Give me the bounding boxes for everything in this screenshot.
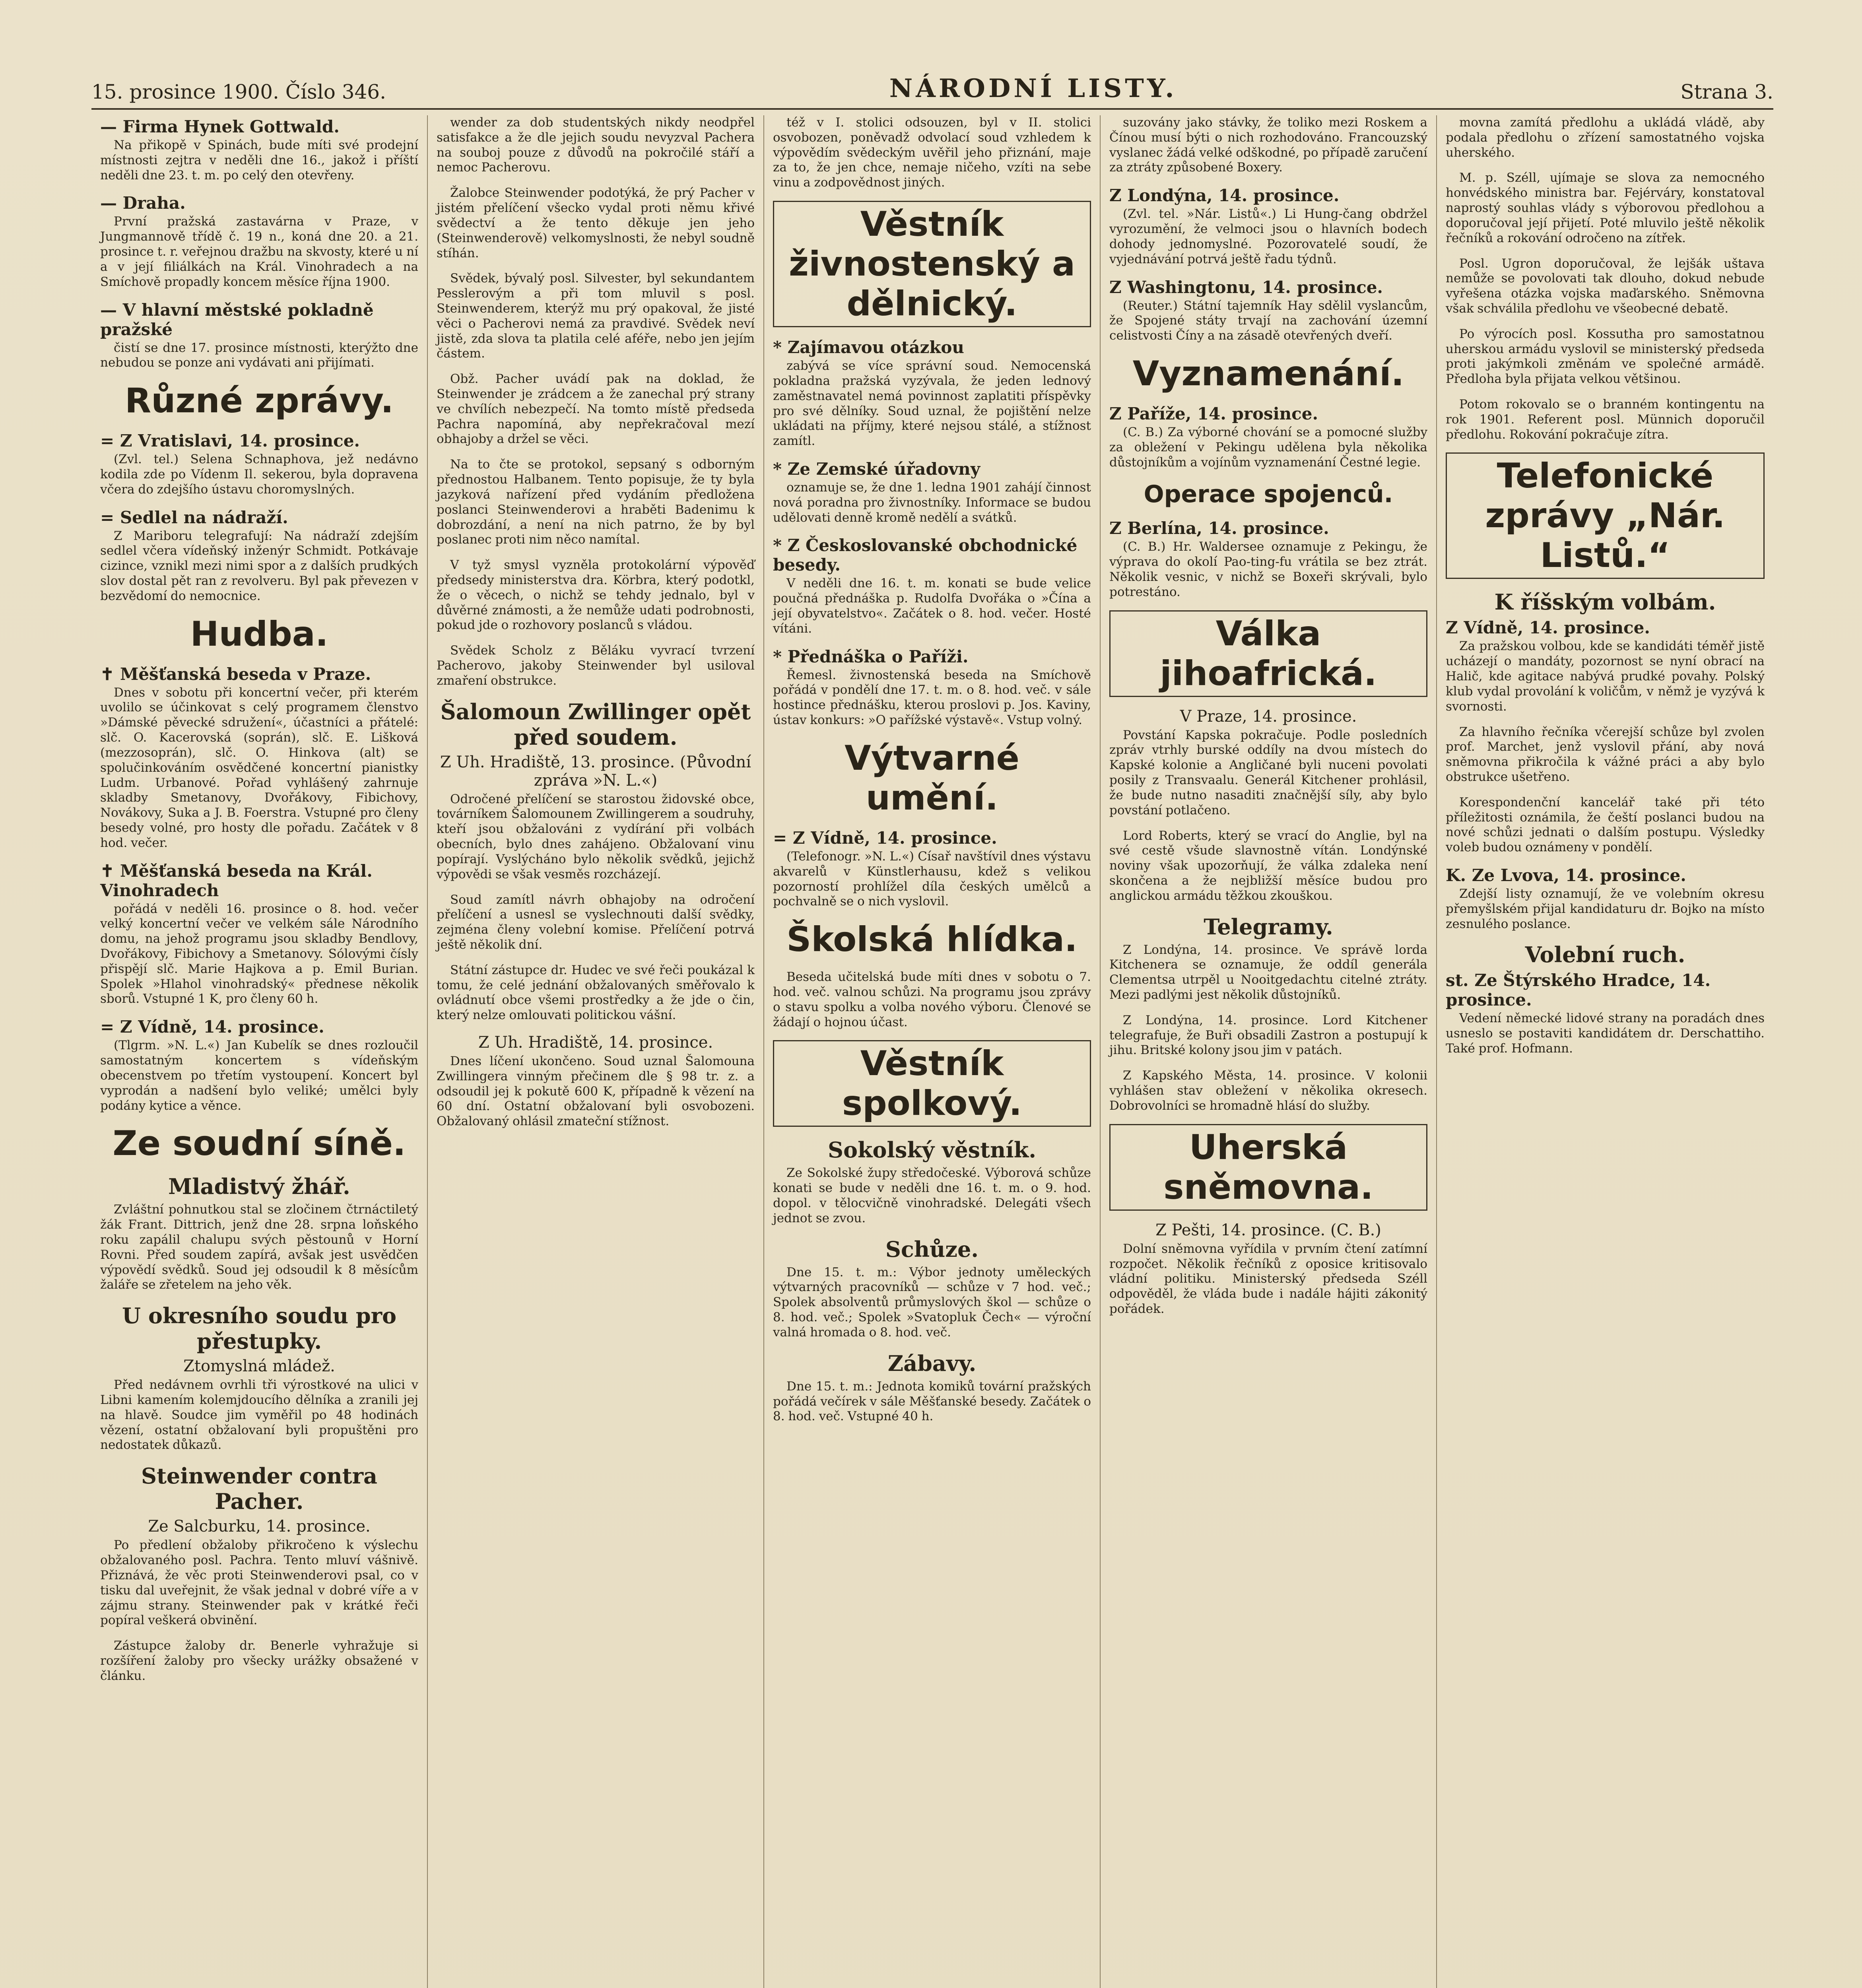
- page-number: Strana 3.: [1680, 80, 1773, 103]
- section-heading: Válka jihoafrická.: [1109, 610, 1427, 697]
- article: [437, 699, 755, 882]
- article: [1109, 278, 1427, 344]
- article-dateline: Z Uh. Hradiště, 14. prosince.: [478, 1033, 713, 1052]
- section-heading: Výtvarné umění.: [845, 738, 1019, 818]
- article-body: Povstání Kapska pokračuje. Podle posledních zpráv vtrhly burské oddíly na dvou místech do Kapské kolonie a Angličané byli nuceni povolati posily z Transvaalu. Generál Kitchener prohlásil, že bude nutno nasaditi značnější síly, aby bylo povstání potlačeno.: [1109, 728, 1427, 817]
- article-lede: Z Berlína, 14. prosince.: [1109, 518, 1329, 538]
- article-body: Dne 15. t. m.: Výbor jednoty uměleckých výtvarných pracovníků — schůze v 7 hod. več.; Spolek absolventů průmyslových škol — schůze o 8. hod. več.; Spolek »Svatopluk Čech« — výroční valná hromada o 8. hod. več.: [773, 1265, 1091, 1340]
- article-heading: Zábavy.: [887, 1350, 977, 1376]
- article-body: Dne 15. t. m.: Jednota komiků tovární pražských pořádá večírek v sále Měšťanské besedy. Začátek o 8. hod. več. Vstupné 40 h.: [773, 1379, 1091, 1424]
- article-dateline: Ztomyslná mládež.: [183, 1357, 335, 1376]
- article-body: zabývá se více správní soud. Nemocenská pokladna pražská vyzývala, že jeden lednový zaměstnavatel nemá povinnost zaplatiti příspěvky pro své dělníky. Soud uznal, že pojištění nelze ukládati na příjmy, které nejsou stálé, a stížnost zamítl.: [773, 359, 1091, 448]
- article-body: (C. B.) Za výborné chování se a pomocné služby za obležení v Pekingu udělena byla několika důstojníkům a vojínům vyznamenání Čestné legie.: [1109, 425, 1427, 470]
- column-1: [91, 115, 428, 1988]
- section-heading: Hudba.: [190, 614, 328, 654]
- article-lede: Z Paříže, 14. prosince.: [1109, 404, 1318, 423]
- article-lede: Z Vídně, 14. prosince.: [1446, 618, 1650, 638]
- article: [1446, 795, 1765, 855]
- article-body: Ze Sokolské župy středočeské. Výborová schůze konati se bude v neděli dne 16. t. m. o 9. hod. dopol. v tělocvičně vinohradské. Delegáti všech jednot se zvou.: [773, 1166, 1091, 1225]
- article-body: Beseda učitelská bude míti dnes v sobotu o 7. hod. več. valnou schůzi. Na programu jsou zprávy o stavu spolku a volba nového výboru. Členové se žádají o hojnou účast.: [773, 970, 1091, 1029]
- article-heading: Steinwender contra Pacher.: [141, 1463, 378, 1514]
- article: [1109, 480, 1427, 508]
- article: [773, 338, 1091, 449]
- article-heading: Schůze.: [885, 1236, 979, 1262]
- article-body: Za pražskou volbou, kde se kandidáti téměř jistě ucházejí o mandáty, pozornost se nyní obrací na Halič, kde agitace nabývá prudké povahy. Polský klub vydal provolání k voličům, v němž je vyzývá k svornosti.: [1446, 639, 1765, 714]
- article: [100, 614, 418, 654]
- article: [1446, 115, 1765, 160]
- article: [1446, 452, 1765, 579]
- article-body: Zástupce žaloby dr. Benerle vyhražuje si rozšíření žaloby pro všecky urážky obsažené v článku.: [100, 1639, 418, 1683]
- article-lede: = Z Vídně, 14. prosince.: [100, 1017, 324, 1037]
- article: [100, 300, 418, 371]
- article: [1109, 829, 1427, 904]
- article: [773, 920, 1091, 959]
- article-body: Lord Roberts, který se vrací do Anglie, byl na své cestě všude slavnostně vítán. Londýnské noviny však upozorňují, že válka zdaleka není skončena a že nejbližší měsíce budou pro anglickou armádu těžkou zkouškou.: [1109, 828, 1427, 903]
- article: [100, 1124, 418, 1163]
- article: [773, 1137, 1091, 1226]
- article: [437, 186, 755, 261]
- article-lede: = Sedlel na nádraží.: [100, 507, 288, 527]
- article: [437, 558, 755, 633]
- article: [1109, 404, 1427, 470]
- article-body: (Tlgrm. »N. L.«) Jan Kubelík se dnes rozloučil samostatným koncertem s vídeňským obecenstvem po třetím vystoupení. Koncert byl vyprodán a nadšení bylo veliké; umělci byly podány kytice a věnce.: [100, 1038, 418, 1113]
- article-lede: * Ze Zemské úřadovny: [773, 459, 981, 479]
- article-lede: Z Londýna, 14. prosince.: [1109, 186, 1340, 206]
- article-body: První pražská zastavárna v Praze, v Jungmannově třídě č. 19 n., koná dne 20. a 21. prosince t. r. veřejnou dražbu na skvosty, které u ní a v její filiálkách na Král. Vinohradech a na Smíchově propadly koncem měsíce října 1900.: [100, 214, 418, 289]
- article: [773, 828, 1091, 909]
- article: [1446, 866, 1765, 932]
- article-body: Svědek, bývalý posl. Silvester, byl sekundantem Pesslerovým a při tom mluvil s posl. Steinwenderem, kterýž mu prý opakoval, že jisté věci o Pacherovi nemá za pravdivé. Svědek neví jistě, zda slova ta platila celé aféře, nebo jen jejím částem.: [437, 271, 755, 361]
- article-lede: Z Washingtonu, 14. prosince.: [1109, 277, 1383, 297]
- article: [1446, 171, 1765, 246]
- article: [100, 117, 418, 183]
- article: [100, 1303, 418, 1453]
- article: [100, 431, 418, 497]
- article-body: Dolní sněmovna vyřídila v prvním čtení zatímní rozpočet. Několik řečníků z oposice kritisovalo vládní politiku. Ministerský předseda Széll odpověděl, že vláda bude i nadále hájiti zákonitý pořádek.: [1109, 1241, 1427, 1316]
- article-body: M. p. Széll, ujímaje se slova za nemocného honvédského ministra bar. Fejérváry, konstatoval naprostý souhlas vlády s výborovou předlohou a doporučoval její přijetí. Poté mluvilo ještě několik řečníků a rokování odročeno na zítřek.: [1446, 171, 1765, 245]
- section-heading: Věstník spolkový.: [773, 1040, 1091, 1127]
- article-lede: = Z Vratislavi, 14. prosince.: [100, 431, 360, 451]
- article: [773, 536, 1091, 636]
- article-body: Svědek Scholz z Běláku vyvrací tvrzení Pacherovo, jakoby Steinwender byl usiloval zmaření obstrukce.: [437, 643, 755, 688]
- article: [100, 1639, 418, 1683]
- article-body: Odročené přelíčení se starostou židovské obce, továrníkem Šalomounem Zwillingerem a soudruhy, kteří jsou obžalováni z vydírání při volbách obecních, bylo dnes zahájeno. Obžalovaní vinu popírají. Vyslýcháno bylo několik svědků, jejichž výpovědi se však vesměs rozcházejí.: [437, 792, 755, 881]
- article-body: (Reuter.) Státní tajemník Hay sdělil vyslancům, že Spojené státy trvají na zachování územní celistvosti Číny a na zásadě otevřených dveří.: [1109, 298, 1427, 343]
- article: [100, 508, 418, 604]
- article-lede: — Draha.: [100, 193, 186, 213]
- article-body: (Telefonogr. »N. L.«) Císař navštívil dnes výstavu akvarelů v Künstlerhausu, kdež s velikou pozorností prohlížel díla českých umělců a pochvalně se o nich vyslovil.: [773, 849, 1091, 909]
- article: [1109, 1068, 1427, 1113]
- article: [437, 893, 755, 953]
- article: [773, 1237, 1091, 1340]
- article-dateline: Z Pešti, 14. prosince. (C. B.): [1155, 1221, 1381, 1239]
- article-body: Žalobce Steinwender podotýká, že prý Pacher v jistém přelíčení všecko vydal proti němu křivé svědectví a že tento děkuje jen jeho (Steinwenderově) velkomyslnosti, že nebyl soudně stíhán.: [437, 186, 755, 260]
- article: [1446, 589, 1765, 714]
- article-body: Korespondenční kancelář také při této příležitosti oznámila, že čeští poslanci budou na nové schůzi jednati o dalším postupu. Výsledky voleb budou oznámeny v pondělí.: [1446, 795, 1765, 855]
- article-body: Po předlení obžaloby přikročeno k výslechu obžalovaného posl. Pachra. Tento mluví vášnivě. Přiznává, že věc proti Steinwenderovi psal, co v tisku dal uveřejnit, že však jednal v dobré víře a v zájmu strany. Steinwender pak v krátké řeči popíral veškerá obvinění.: [100, 1538, 418, 1628]
- article: [1109, 610, 1427, 697]
- article-lede: * Zajímavou otázkou: [773, 338, 964, 357]
- article-body: V tyž smysl vyzněla protokolární výpověď předsedy ministerstva dra. Körbra, který podotkl, že o věcech, o nichž se tehdy jednalo, byl v důvěrné známosti, a že nemůže udati podrobnosti, pokud jde o rozhovory poslanců s vládou.: [437, 558, 755, 633]
- article-body: Soud zamítl návrh obhajoby na odročení přelíčení a usnesl se vyslechnouti další svědky, zejména členy volební komise. Přelíčení potrvá ještě několik dní.: [437, 892, 755, 952]
- article: [1109, 1013, 1427, 1058]
- article: [1109, 518, 1427, 600]
- column-4: [1101, 115, 1437, 1988]
- article: [1446, 942, 1765, 1056]
- article: [100, 861, 418, 1007]
- article-body: Řemesl. živnostenská beseda na Smíchově pořádá v pondělí dne 17. t. m. o 8. hod. več. v sále hostince přednášku, kterou proslovi p. Jos. Kaviny, ústav konkurs: »O pařížské výstavě«. Vstup volný.: [773, 668, 1091, 728]
- article-dateline: Z Uh. Hradiště, 13. prosince. (Původní zpráva »N. L.«): [440, 753, 751, 790]
- article-body: Za hlavního řečníka včerejší schůze byl zvolen prof. Marchet, jenž vyslovil přání, aby nová sněmovna přikročila k vážné práci a aby bylo obstrukce ušetřeno.: [1446, 724, 1765, 784]
- article: [1109, 186, 1427, 267]
- article-body: pořádá v neděli 16. prosince o 8. hod. večer velký koncertní večer ve velkém sále Národního domu, na jehož programu jsou skladby Bendlovy, Dvořákovy, Fibichovy a Smetanovy. Sólovými čísly přispějí slč. Marie Hajkova a p. Emil Burian. Spolek »Hlahol vinohradský« přednese několik sborů. Vstupné 1 K, pro členy 60 h.: [100, 901, 418, 1006]
- article: [773, 738, 1091, 818]
- page-header: [91, 72, 1773, 110]
- article: [437, 1033, 755, 1129]
- article-body: Zdejší listy oznamují, že ve volebním okresu přemyšlském přijal kandidaturu dr. Bojko na místo zesnulého poslance.: [1446, 887, 1765, 931]
- section-heading: Ze soudní síně.: [113, 1124, 406, 1164]
- article-body: Z Londýna, 14. prosince. Lord Kitchener telegrafuje, že Buři obsadili Zastron a postupují k jihu. Britské kolony jsou jim v patách.: [1109, 1013, 1427, 1058]
- article-dateline: Ze Salcburku, 14. prosince.: [148, 1517, 371, 1536]
- article-heading: Sokolský věstník.: [827, 1137, 1037, 1163]
- article: [437, 115, 755, 175]
- article: [1446, 256, 1765, 316]
- article-lede: — V hlavní městské pokladně pražské: [100, 300, 374, 339]
- article: [773, 115, 1091, 190]
- article-heading: Telegramy.: [1204, 914, 1333, 940]
- article-lede: st. Ze Štýrského Hradce, 14. prosince.: [1446, 971, 1711, 1010]
- article-body: wender za dob studentských nikdy neodpřel satisfakce a že dle jejich soudu nevyzval Pachera na souboj pouze z důvodů na pokročilé stáří a nemoc Pacherovu.: [437, 115, 755, 175]
- article-body: oznamuje se, že dne 1. ledna 1901 zahájí činnost nová poradna pro živnostníky. Informace se budou udělovati denně kromě nedělí a svátků.: [773, 480, 1091, 525]
- article-body: Po výrocích posl. Kossutha pro samostatnou uherskou armádu vyslovil se ministerský předseda proti jakýmkoli změnám ve společné armádě. Předloha byla přijata velkou většinou.: [1446, 326, 1765, 386]
- article: [1446, 397, 1765, 442]
- column-5: [1437, 115, 1773, 1988]
- article-body: Z Kapského Města, 14. prosince. V kolonii vyhlášen stav obležení v několika okresech. Dobrovolníci se hromadně hlásí do služby.: [1109, 1068, 1427, 1113]
- column-2: [428, 115, 764, 1988]
- article-body: též v I. stolici odsouzen, byl v II. stolici osvobozen, poněvadž odvolací soud vzhledem k výpovědím svědeckým uvěřil jeho přiznání, maje za to, že jen chce, nemaje ničeho, vzíti na sebe vinu a zodpovědnost jiných.: [773, 115, 1091, 190]
- article-body: Vedení německé lidové strany na poradách dnes usneslo se postaviti kandidátem dr. Derschattiho. Také prof. Hofmann.: [1446, 1011, 1765, 1056]
- article: [773, 459, 1091, 525]
- article-lede: * Z Českoslovanské obchodnické besedy.: [773, 536, 1078, 575]
- article: [773, 647, 1091, 728]
- article-body: Dnes v sobotu při koncertní večer, při kterém uvolilo se účinkovat s celý programem členstvo »Dámské pěvecké sdružení«, účastníci a přátelé: slč. O. Kacerovská (soprán), slč. E. Lišková (mezzosoprán), slč. O. Hinkova (alt) se spolučinkováním osvědčené koncertní pianistky Ludm. Urbanové. Pořad vyhlášený zahrnuje skladby Smetanovy, Dvořákovy, Fibichovy, Novákovy, Suka a J. B. Foerstra. Vstupné pro členy besedy volné, pro hosty dle pořadu. Začátek v 8 hod. večer.: [100, 685, 418, 850]
- article-body: (Zvl. tel. »Nár. Listů«.) Li Hung-čang obdržel vyrozumění, že velmoci jsou o hlavních bodech dohody jednomyslné. Pozorovatelé soudí, že vyjednávání potrvá ještě řadu týdnů.: [1109, 207, 1427, 266]
- article-lede: ✝ Měšťanská beseda v Praze.: [100, 664, 371, 684]
- section-heading: Různé zprávy.: [125, 381, 394, 421]
- article-heading: Šalomoun Zwillinger opět před soudem.: [440, 699, 751, 750]
- article-body: čistí se dne 17. prosince místnosti, kterýžto dne nebudou se ponze ani vydávati ani přijímati.: [100, 340, 418, 370]
- issue-date: 15. prosince 1900. Číslo 346.: [91, 80, 386, 103]
- article-body: Posl. Ugron doporučoval, že lejšák uštava nemůže se povolovati tak dlouho, dokud nebude vyřešena otázka vojska maďarského. Sněmovna však schválila předlohu ve všeobecné debatě.: [1446, 256, 1765, 316]
- section-heading: Telefonické zprávy „Nár. Listů.“: [1446, 452, 1765, 579]
- article-heading: Mladistvý žhář.: [168, 1174, 350, 1200]
- article-body: Z Mariboru telegrafují: Na nádraží zdejším sedlel včera vídeňský inženýr Schmidt. Potkávaje cizince, vznikl mezi nimi spor a z dalších prudkých slov dostal pět ran z revolveru. Byl pak převezen v bezvědomí do nemocnice.: [100, 528, 418, 603]
- article-body: suzovány jako stávky, že toliko mezi Roskem a Čínou musí býti o nich rozhodováno. Francouzský vyslanec žádá velké odškodné, po případě zaručení za ztráty způsobené Boxery.: [1109, 115, 1427, 175]
- article: [437, 271, 755, 361]
- section-heading: Uherská sněmovna.: [1109, 1124, 1427, 1211]
- article: [100, 1463, 418, 1628]
- article: [437, 372, 755, 447]
- article-body: (Zvl. tel.) Selena Schnaphova, jež nedávno kodila zde po Vídenm Il. sekerou, byla dopravena včera do zdejšího ústavu choromyslných.: [100, 452, 418, 497]
- section-heading: Vyznamenání.: [1132, 353, 1404, 394]
- article: [1446, 327, 1765, 387]
- article: [773, 201, 1091, 327]
- article-heading: U okresního soudu pro přestupky.: [122, 1303, 397, 1354]
- section-heading: Věstník živnostenský a dělnický.: [773, 201, 1091, 327]
- article-lede: ✝ Měšťanská beseda na Král. Vinohradech: [100, 861, 373, 900]
- article-body: V neděli dne 16. t. m. konati se bude velice poučná přednáška p. Rudolfa Dvořáka o »Čína a její obyvatelstvo«. Začátek o 8. hod. večer. Hosté vítáni.: [773, 576, 1091, 636]
- article: [437, 963, 755, 1023]
- article: [773, 1040, 1091, 1127]
- article: [1109, 914, 1427, 1003]
- article: [1109, 115, 1427, 175]
- article: [1109, 707, 1427, 818]
- article-lede: — Firma Hynek Gottwald.: [100, 117, 340, 136]
- article: [1109, 354, 1427, 394]
- article-body: Na přikopě v Spinách, bude míti své prodejní místnosti zejtra v neděli dne 16., jakož i příští neděli dne 23. t. m. po celý den otevřeny.: [100, 138, 418, 182]
- article: [100, 193, 418, 289]
- article-body: Zvláštní pohnutkou stal se zločinem čtrnáctiletý žák Frant. Dittrich, jenž dne 28. srpna loňského roku zapálil chalupu svých pěstounů v Horní Rovni. Před soudem zapírá, avšak jest usvědčen výpovědí svědků. Soud jej odsoudil k 8 měsícům žaláře se zřetelem na jeho věk.: [100, 1202, 418, 1292]
- article-body: Před nedávnem ovrhli tři výrostkové na ulici v Libni kamením kolemjdoucího dělníka a zranili jej na hlavě. Soudce jim vyměřil po 48 hodinách vězení, ostatní obžalovaní byli propuštěni pro nedostatek důkazů.: [100, 1378, 418, 1452]
- article: [437, 643, 755, 688]
- section-heading: Školská hlídka.: [786, 920, 1078, 960]
- article: [773, 1351, 1091, 1424]
- article-body: (C. B.) Hr. Waldersee oznamuje z Pekingu, že výprava do okolí Pao-ting-fu vrátila se bez ztrát. Několik vesnic, v nichž se Boxeři skrývali, bylo potrestáno.: [1109, 540, 1427, 599]
- article: [100, 664, 418, 851]
- article: [1109, 1221, 1427, 1317]
- paper-title: NÁRODNÍ LISTY.: [889, 74, 1177, 103]
- article: [773, 970, 1091, 1030]
- article-body: Na to čte se protokol, sepsaný s odborným přednostou Halbanem. Tento popisuje, že ty byla jazyková nařízení před vydáním předložena poslanci Steinwenderovi a hraběti Badenimu k dobrozdání, a není na nich patrno, že by byl poslanec proti nim něco namítal.: [437, 457, 755, 547]
- article: [100, 1017, 418, 1113]
- article: [437, 457, 755, 547]
- columns: [91, 115, 1773, 1988]
- column-3: [764, 115, 1101, 1988]
- article-body: Dnes líčení ukončeno. Soud uznal Šalomouna Zwillingera vinným přečinem dle § 98 tr. z. a odsoudil jej k pokutě 600 K, případně k vězení na 60 dní. Ostatní obžalovaní byli osvobozeni. Obžalovaný ohlásil zmateční stížnost.: [437, 1054, 755, 1129]
- article-heading: K říšským volbám.: [1494, 589, 1716, 615]
- article-body: Potom rokovalo se o branném kontingentu na rok 1901. Referent posl. Münnich doporučil předlohu. Rokování pokračuje zítra.: [1446, 397, 1765, 442]
- article-lede: K. Ze Lvova, 14. prosince.: [1446, 866, 1686, 885]
- article-body: Státní zástupce dr. Hudec ve své řeči poukázal k tomu, že celé jednání obžalovaných směřovalo k ovládnutí obce všemi prostředky a že jde o čin, který nelze omlouvati politickou vášní.: [437, 963, 755, 1023]
- article-body: Obž. Pacher uvádí pak na doklad, že Steinwender je zrádcem a že zanechal prý strany ve chvílích nebezpečí. Na tomto místě předseda Pachra napomíná, aby nepřekračoval mezí obhajoby a držel se věci.: [437, 372, 755, 447]
- article: [100, 381, 418, 421]
- article-lede: * Přednáška o Paříži.: [773, 646, 969, 666]
- article: [1109, 1124, 1427, 1211]
- article-body: movna zamítá předlohu a ukládá vládě, aby podala předlohu o zřízení samostatného vojska uherského.: [1446, 115, 1765, 160]
- section-heading: Operace spojenců.: [1144, 480, 1393, 509]
- article: [100, 1174, 418, 1293]
- article: [1446, 725, 1765, 785]
- article-dateline: V Praze, 14. prosince.: [1180, 707, 1357, 726]
- article-body: Z Londýna, 14. prosince. Ve správě lorda Kitchenera se oznamuje, že oddíl generála Clementsa utrpěl u Nooitgedachtu citelné ztráty. Mezi padlými jest několik důstojníků.: [1109, 942, 1427, 1002]
- article-lede: = Z Vídně, 14. prosince.: [773, 828, 997, 848]
- article-heading: Volební ruch.: [1525, 942, 1685, 968]
